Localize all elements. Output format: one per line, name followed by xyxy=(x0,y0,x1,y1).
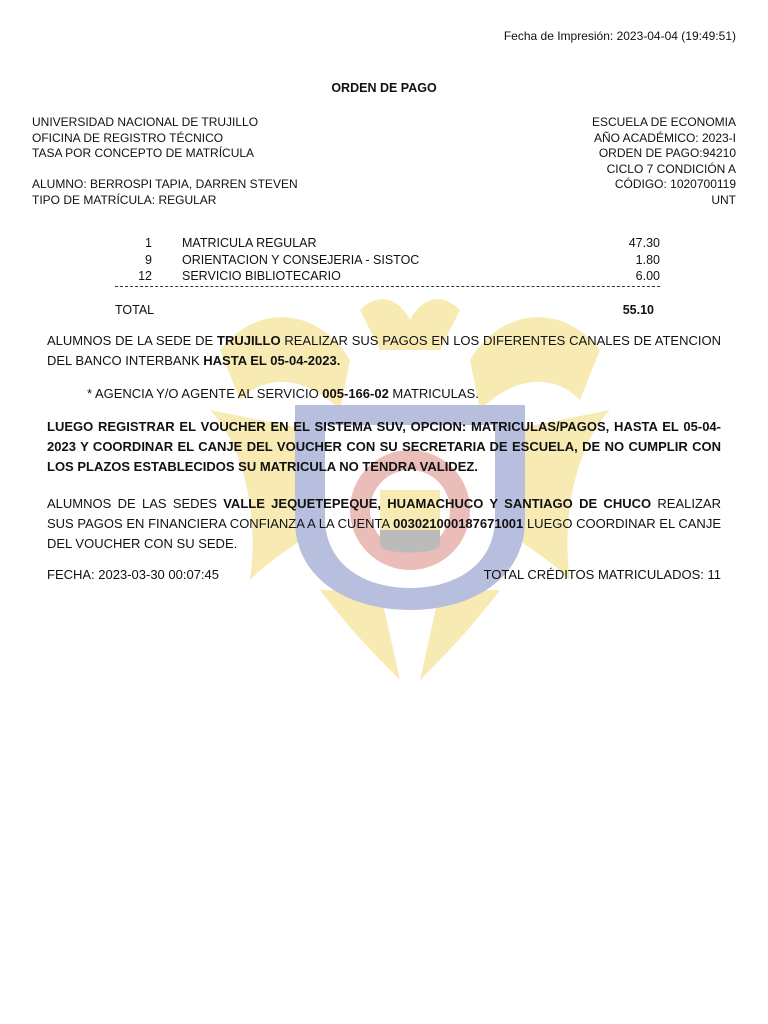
student-name: ALUMNO: BERROSPI TAPIA, DARREN STEVEN xyxy=(32,177,298,191)
order-date: FECHA: 2023-03-30 00:07:45 xyxy=(47,567,219,582)
text-span: MATRICULAS. xyxy=(388,386,479,401)
trujillo-payment-instructions xyxy=(47,331,721,371)
table-row xyxy=(115,268,660,285)
text-span: * AGENCIA Y/O AGENTE AL SERVICIO xyxy=(87,386,323,401)
agency-service-note xyxy=(87,384,761,404)
service-code: 005-166-02 xyxy=(322,386,389,401)
total-credits: TOTAL CRÉDITOS MATRICULADOS: 11 xyxy=(483,567,721,582)
text-span: REALIZAR SUS PAGOS EN FINANCIERA CONFIANZA A LA CUENTA xyxy=(47,496,721,531)
fee-concept: TASA POR CONCEPTO DE MATRÍCULA xyxy=(32,146,255,160)
student-block xyxy=(32,177,298,208)
items-table xyxy=(115,235,660,285)
school-name: ESCUELA DE ECONOMIA xyxy=(591,115,736,129)
item-amount: 47.30 xyxy=(628,236,660,251)
university-name: UNIVERSIDAD NACIONAL DE TRUJILLO xyxy=(32,115,259,129)
item-description: MATRICULA REGULAR xyxy=(182,236,317,251)
text-span: ALUMNOS DE LA SEDE DE xyxy=(47,333,217,348)
item-amount: 1.80 xyxy=(635,252,660,267)
deadline-highlight: HASTA EL 05-04-2023. xyxy=(203,353,341,368)
campus-code: UNT xyxy=(711,192,736,207)
item-code: 9 xyxy=(145,252,152,267)
item-description: SERVICIO BIBLIOTECARIO xyxy=(182,269,341,284)
text-span: ALUMNOS DE LAS SEDES xyxy=(47,496,224,511)
text-span: REALIZAR SUS PAGOS EN LOS DIFERENTES CANALES DE ATENCION DEL BANCO INTERBANK xyxy=(47,333,721,368)
campus-list: VALLE JEQUETEPEQUE, HUAMACHUCO Y SANTIAGO DE CHUCO xyxy=(223,496,652,511)
item-description: ORIENTACION Y CONSEJERIA - SISTOC xyxy=(182,252,420,267)
other-campus-instructions xyxy=(47,494,721,554)
dashed-divider xyxy=(115,286,660,287)
item-code: 1 xyxy=(145,236,152,251)
voucher-registration-notice: LUEGO REGISTRAR EL VOUCHER EN EL SISTEMA SUV, OPCION: MATRICULAS/PAGOS, HASTA EL 05-04-2023 Y COORDINAR EL CANJE DEL VOUCHER CON SU SECRETARIA DE ESCUELA, DE NO CUMPLIR CON LOS PLAZOS ESTABLECIDOS SU MATRICULA NO TENDRA VALIDEZ. xyxy=(47,419,721,474)
enrollment-type: TIPO DE MATRÍCULA: REGULAR xyxy=(32,192,217,207)
cycle-condition: CICLO 7 CONDICIÓN A xyxy=(606,161,736,176)
order-number: ORDEN DE PAGO:94210 xyxy=(598,146,736,160)
item-amount: 6.00 xyxy=(635,269,660,284)
academic-year: AÑO ACADÉMICO: 2023-I xyxy=(593,130,736,145)
order-info-block xyxy=(592,115,736,208)
table-row xyxy=(115,235,660,252)
total-value: 55.10 xyxy=(622,303,654,317)
office-name: OFICINA DE REGISTRO TÉCNICO xyxy=(32,130,224,145)
total-row xyxy=(115,303,654,317)
campus-highlight: TRUJILLO xyxy=(217,333,281,348)
summary-row xyxy=(47,567,721,582)
institution-block xyxy=(32,115,258,162)
text-span: LUEGO COORDINAR EL CANJE DEL VOUCHER CON SU SEDE. xyxy=(47,516,721,551)
print-date: Fecha de Impresión: 2023-04-04 (19:49:51) xyxy=(503,29,736,43)
table-row xyxy=(115,252,660,269)
student-code: CÓDIGO: 1020700119 xyxy=(614,177,736,191)
total-label: TOTAL xyxy=(115,303,155,317)
account-number: 003021000187671001 xyxy=(393,516,524,531)
page-title: ORDEN DE PAGO xyxy=(331,81,437,95)
item-code: 12 xyxy=(138,269,152,284)
